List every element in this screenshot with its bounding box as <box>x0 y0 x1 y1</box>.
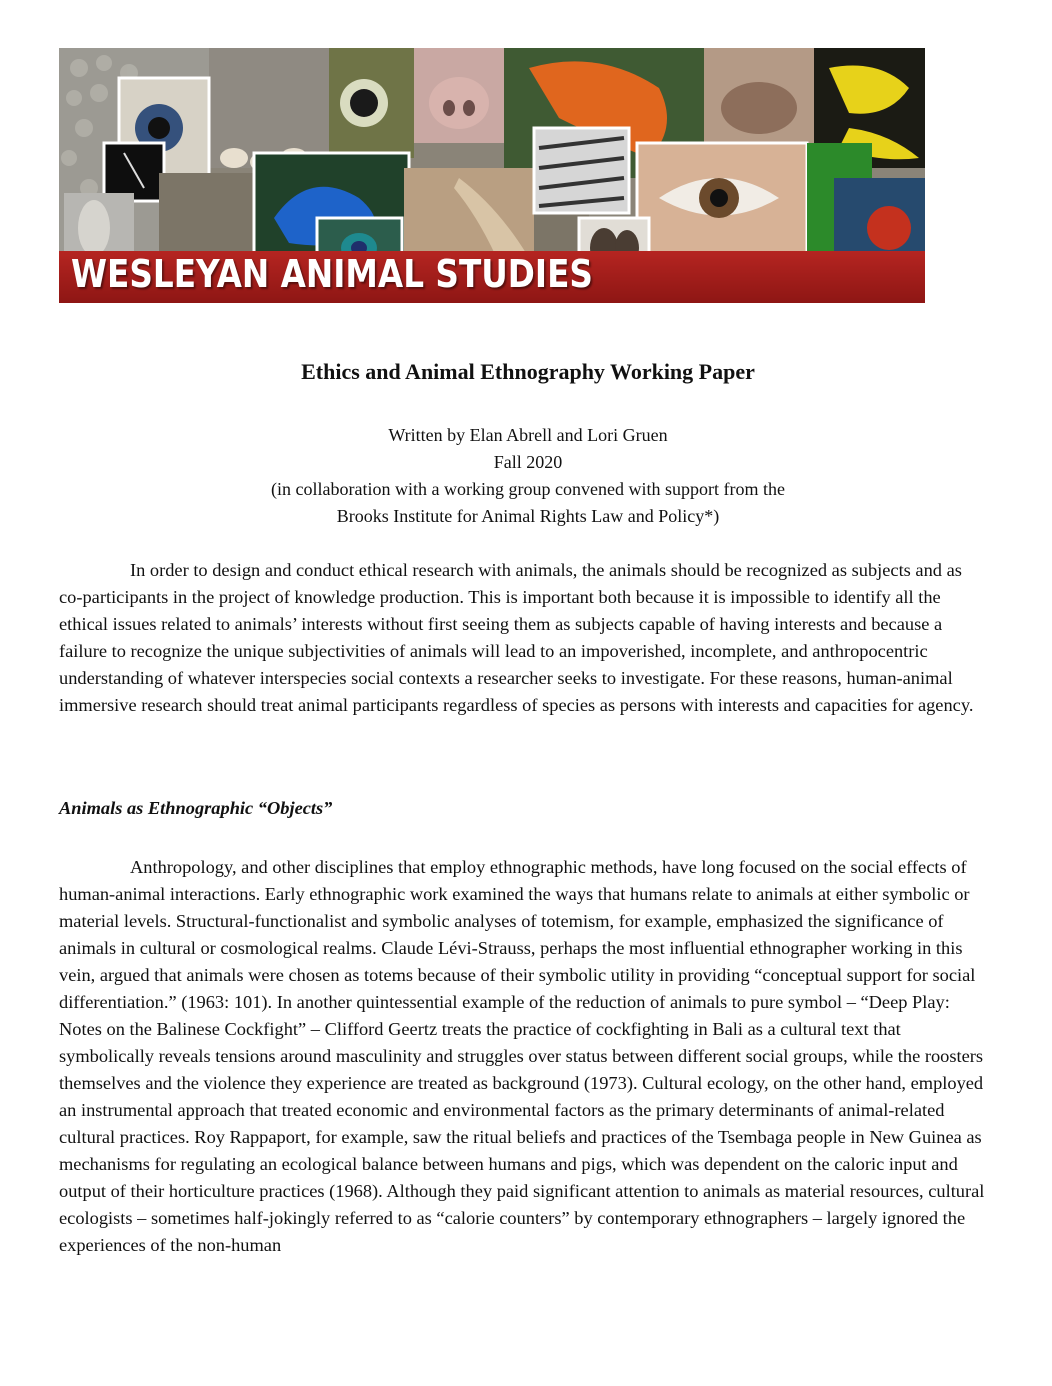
byline-authors: Written by Elan Abrell and Lori Gruen <box>388 425 668 445</box>
paragraph-body: Anthropology, and other disciplines that employ ethnographic methods, have long focused on the social effects of human-animal interactions. Early ethnographic work examined the ways that humans relate to animals at either symbolic or material levels. Structural-functionalist and symbolic analyses of totemism, for example, emphasized the significance of animals in cultural or cosmological realms. Claude Lévi-Strauss, perhaps the most influential ethnographer working in this vein, argued that animals were chosen as totems because of their symbolic utility in providing “conceptual support for social differentiation.” (1963: 101). In another quintessential example of the reduction of animals to pure symbol – “Deep Play: Notes on the Balinese Cockfight” – Clifford Geertz treats the practice of cockfighting in Bali as a cultural text that symbolically reveals tensions around masculinity and struggles over status between different social groups, while the roosters themselves and the violence they experience are treated as background (1973). Cultural ecology, on the other hand, employed an instrumental approach that treated economic and environmental factors as the primary determinants of animal-related cultural practices. Roy Rappaport, for example, saw the ritual beliefs and practices of the Tsembaga people in New Guinea as mechanisms for regulating an ecological balance between humans and pigs, which was dependent on the caloric input and output of their horticulture practices (1968). Although they paid significant attention to animals as material resources, cultural ecologists – sometimes half-jokingly referred to as “calorie counters” by contemporary ethnographers – largely ignored the experiences of the non-human <box>59 857 985 1255</box>
banner-title: WESLEYAN ANIMAL STUDIES <box>71 252 593 296</box>
paragraph-intro: In order to design and conduct ethical research with animals, the animals should be recognized as subjects and as co-participants in the project of knowledge production. This is important both because it is impossible to identify all the ethical issues related to animals’ interests without first seeing them as subjects capable of having interests and because a failure to recognize the unique subjectivities of animals will lead to an impoverished, incomplete, and anthropocentric understanding of whatever interspecies social contexts a researcher seeks to investigate. For these reasons, human-animal immersive research should treat animal participants regardless of species as persons with interests and capacities for agency. <box>59 560 974 715</box>
byline-collaboration: (in collaboration with a working group convened with support from the <box>271 479 785 499</box>
section-heading: Animals as Ethnographic “Objects” <box>59 798 333 818</box>
banner-red-bar <box>59 251 925 303</box>
byline-date: Fall 2020 <box>493 452 563 472</box>
byline-institute: Brooks Institute for Animal Rights Law and Policy*) <box>336 506 720 526</box>
banner <box>59 48 925 303</box>
document-title: Ethics and Animal Ethnography Working Paper <box>301 359 755 384</box>
